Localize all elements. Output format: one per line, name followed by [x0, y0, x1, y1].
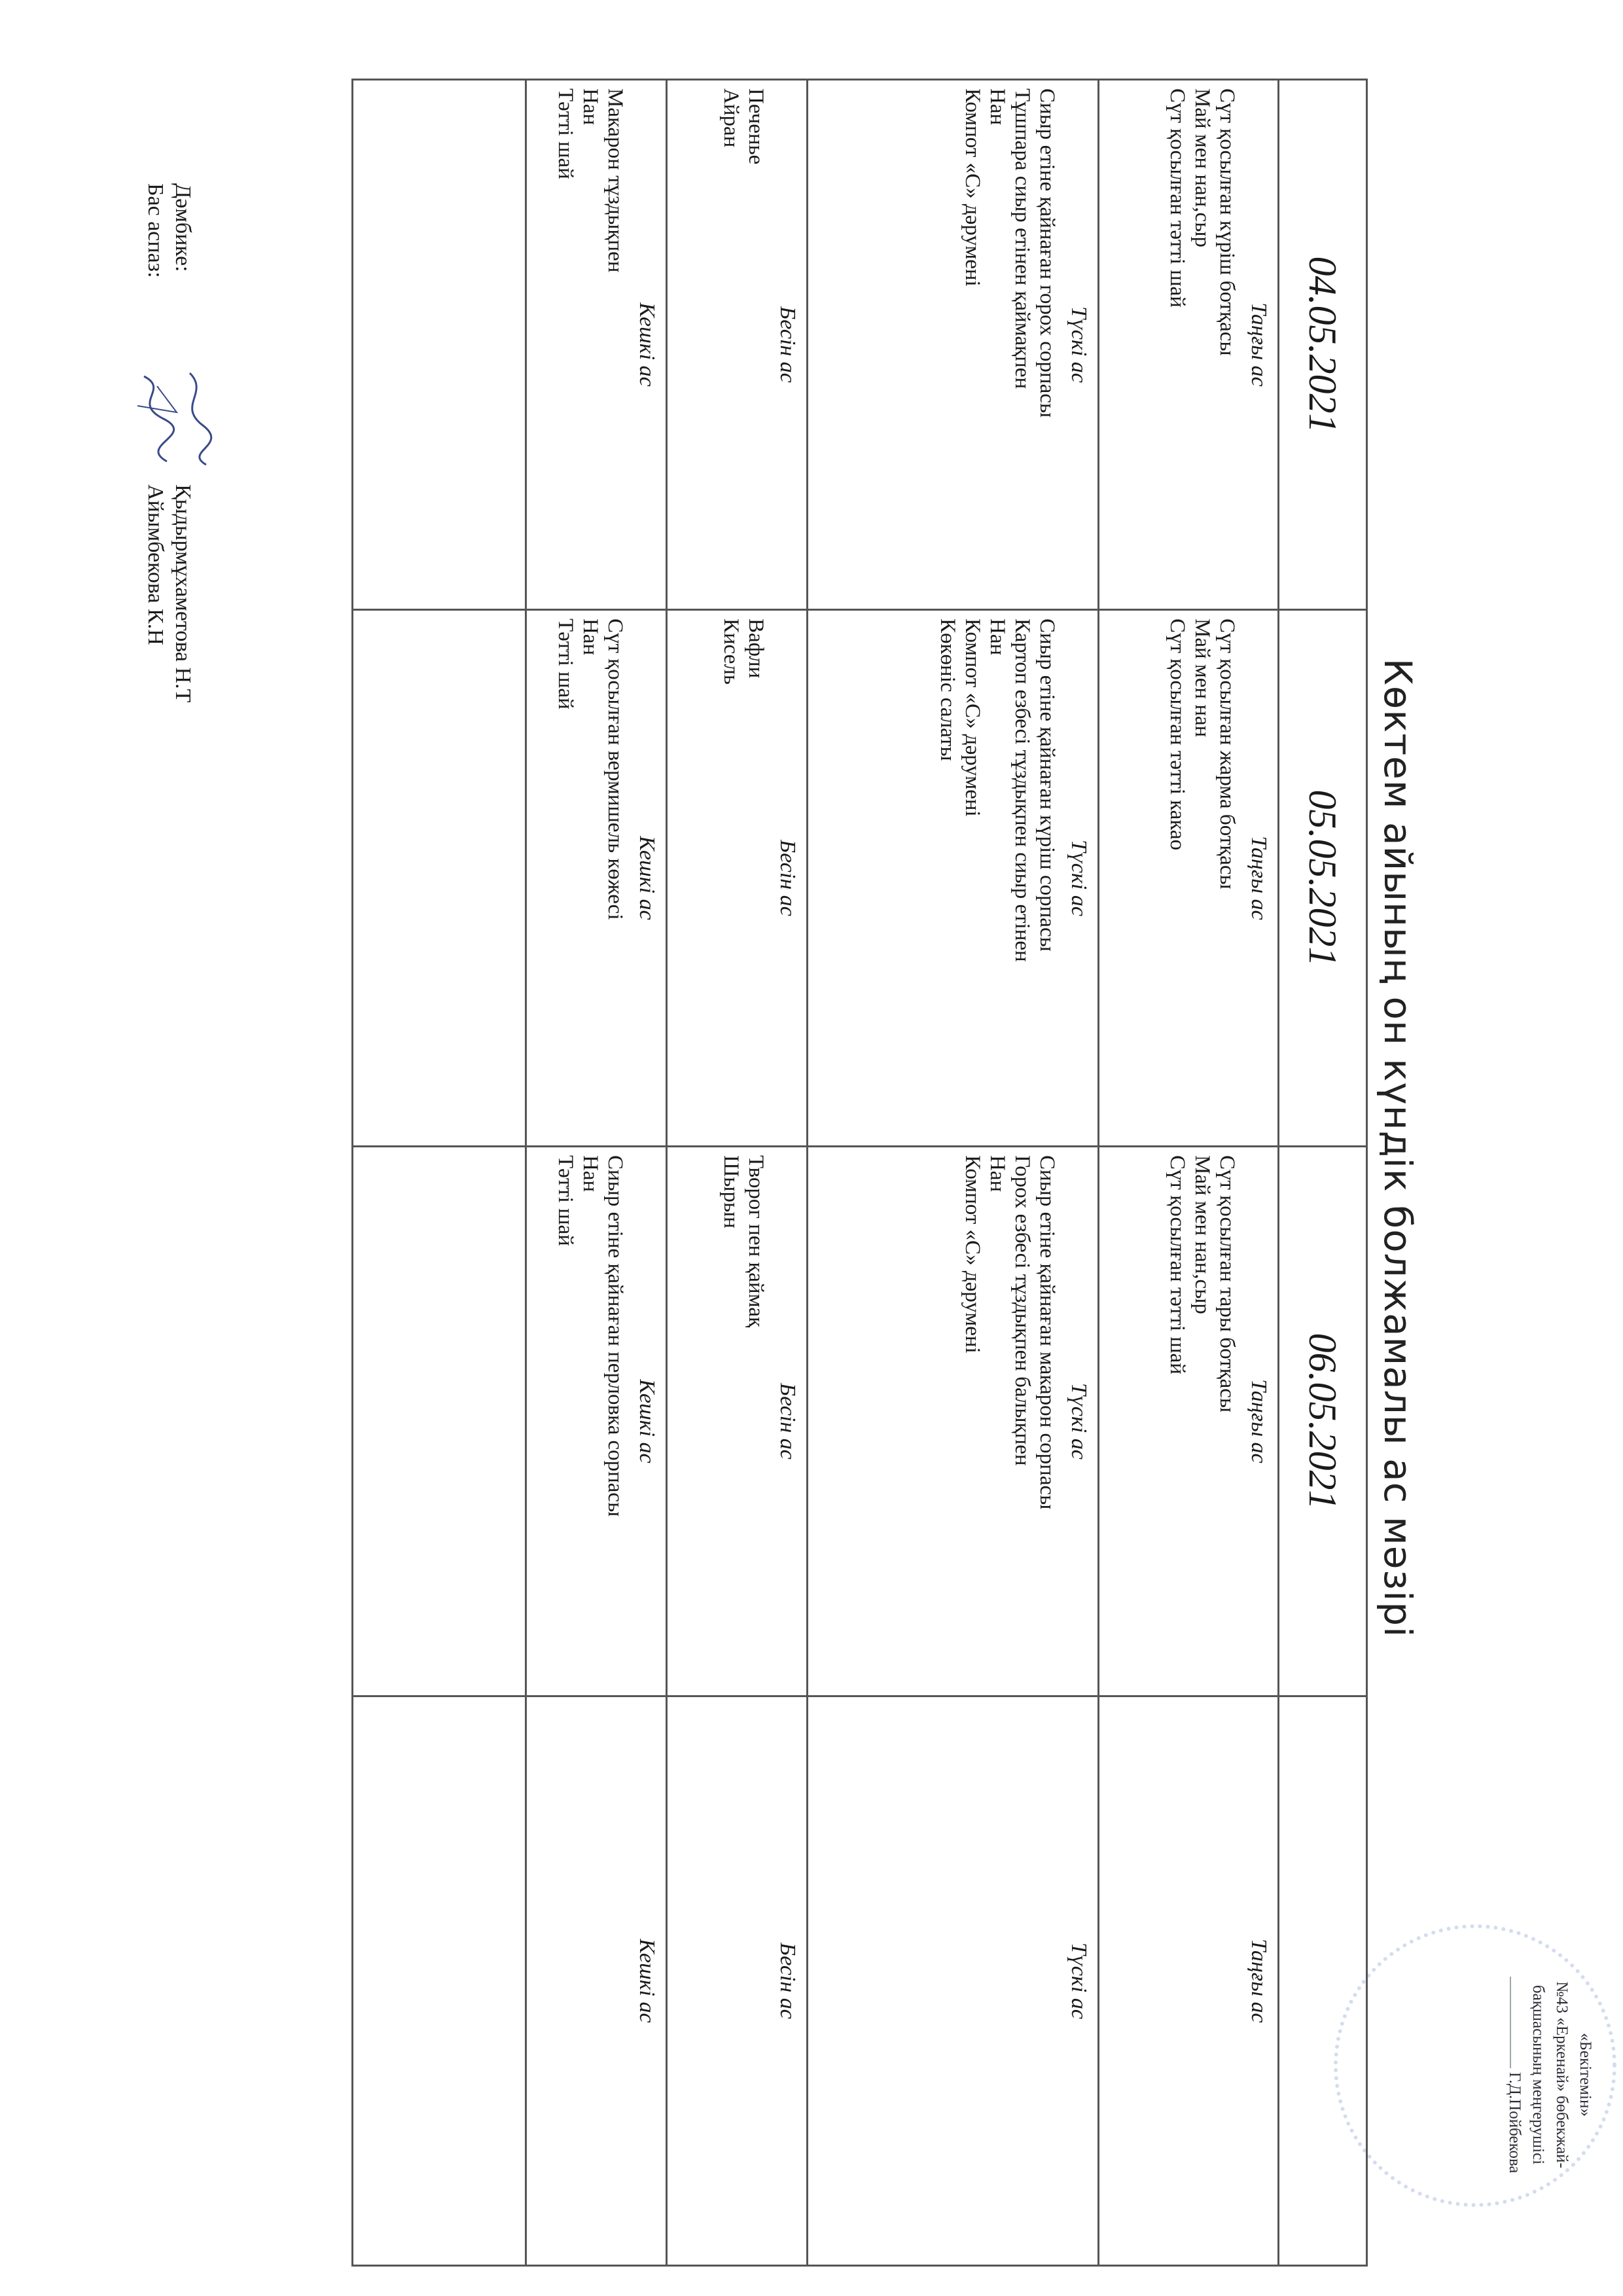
dish-item: Вафли [744, 619, 768, 679]
dish-item: Айран [719, 88, 743, 148]
snack-label: Бесін ас [776, 1383, 800, 1460]
dish-item: Горох езбесі тұздықпен балықпен [1010, 1155, 1034, 1466]
dinner-label: Кешкі ас [635, 1379, 659, 1463]
dish-item: Творог пен қаймақ [744, 1155, 768, 1328]
dish-item: Печенье [744, 88, 768, 165]
lunch-cell-3 [808, 1147, 1099, 1696]
menu-table [351, 79, 1368, 2267]
snack-label: Бесін ас [776, 306, 800, 383]
dish-item: Сиыр етіне қайнаған перловка сорпасы [603, 1155, 627, 1517]
dinner-label: Кешкі ас [635, 1939, 659, 2023]
dinner-row [526, 80, 667, 2266]
dish-item: Сиыр етіне қайнаған горох сорпасы [1035, 88, 1059, 418]
dish-item: Нан [579, 1155, 602, 1193]
dish-item: Сүт қосылған тәтті шай [1166, 1155, 1189, 1374]
dish-item: Сүт қосылған тәтті какао [1166, 619, 1189, 851]
snack-cell-3 [667, 1147, 808, 1696]
dish-item: Тәтті шай [554, 619, 577, 709]
date-header-row [1279, 80, 1367, 2266]
lunch-label: Түскі ас [1067, 306, 1091, 383]
footer-names [141, 484, 196, 877]
dinner-cell-4 [526, 1696, 667, 2266]
approval-block [1503, 1918, 1597, 2232]
dish-item: Сүт қосылған тары ботқасы [1215, 1155, 1239, 1413]
role-dambike: Дәмбике: [171, 183, 195, 272]
breakfast-label: Таңғы ас [1247, 836, 1271, 920]
dinner-cell-2 [526, 610, 667, 1147]
dish-item: Нан [579, 619, 602, 656]
lunch-label: Түскі ас [1067, 840, 1091, 916]
snack-cell-1 [667, 80, 808, 610]
approval-name: Г.Д.Пойбекова [1506, 2072, 1524, 2174]
signature-line [1510, 1977, 1511, 2068]
date-header-1: 04.05.2021 [1279, 80, 1367, 610]
dish-item: Макарон тұздықпен [603, 88, 627, 273]
breakfast-cell-1 [1099, 80, 1279, 610]
lunch-label: Түскі ас [1067, 1383, 1091, 1460]
empty-cell [353, 1147, 526, 1696]
date-header-4 [1279, 1696, 1367, 2266]
footer-roles [141, 183, 196, 380]
date-header-3: 06.05.2021 [1279, 1147, 1367, 1696]
breakfast-cell-4 [1099, 1696, 1279, 2266]
lunch-cell-1 [808, 80, 1099, 610]
dish-item: Нан [986, 1155, 1009, 1193]
dish-item: Компот «С» дәрумені [961, 88, 984, 287]
page-title: Көктем айының он күндік болжамалы ас мәзірі [1376, 658, 1420, 1638]
handwritten-signature [124, 367, 216, 471]
name-head-cook: Айымбекова К.Н [143, 484, 168, 645]
lunch-cell-2 [808, 610, 1099, 1147]
approval-line-1: «Бекітемін» [1577, 2033, 1594, 2117]
snack-label: Бесін ас [776, 1943, 800, 2019]
lunch-label: Түскі ас [1067, 1943, 1091, 2019]
dish-item: Тұшпара сиыр етінен қаймақпен [1010, 88, 1034, 389]
breakfast-cell-2 [1099, 610, 1279, 1147]
dish-item: Май мен нан,сыр [1190, 88, 1214, 247]
dish-item: Нан [579, 88, 602, 126]
dish-item: Сүт қосылған күріш ботқасы [1215, 88, 1239, 356]
breakfast-cell-3 [1099, 1147, 1279, 1696]
date-header-2: 05.05.2021 [1279, 610, 1367, 1147]
dish-item: Тәтті шай [554, 1155, 577, 1246]
dish-item: Сүт қосылған вермишель көжесі [603, 619, 627, 920]
dinner-label: Кешкі ас [635, 836, 659, 920]
breakfast-row [1099, 80, 1279, 2266]
dish-item: Сүт қосылған тәтті шай [1166, 88, 1189, 308]
dish-item: Кисель [719, 619, 743, 685]
dish-item: Тәтті шай [554, 88, 577, 179]
snack-cell-2 [667, 610, 808, 1147]
name-dambike: Қыдырмұхаметова Н.Т [171, 484, 195, 703]
snack-cell-4 [667, 1696, 808, 2266]
snack-label: Бесін ас [776, 840, 800, 916]
empty-cell [353, 610, 526, 1147]
dish-item: Май мен нан,сыр [1190, 1155, 1214, 1314]
lunch-row [808, 80, 1099, 2266]
approval-name-line [1503, 1918, 1526, 2232]
role-head-cook: Бас аспаз: [143, 183, 168, 278]
dish-item: Картоп езбесі тұздықпен сиыр етінен [1010, 619, 1034, 962]
dinner-cell-3 [526, 1147, 667, 1696]
dish-item: Шырын [719, 1155, 743, 1229]
dish-item: Компот «С» дәрумені [961, 1155, 984, 1354]
breakfast-label: Таңғы ас [1247, 1379, 1271, 1463]
approval-line-3: бақшасының меңгерушісі [1529, 1984, 1547, 2165]
empty-row [353, 80, 526, 2266]
breakfast-label: Таңғы ас [1247, 1939, 1271, 2023]
dinner-cell-1 [526, 80, 667, 610]
dish-item: Компот «С» дәрумені [961, 619, 984, 817]
dish-item: Сүт қосылған жарма ботқасы [1215, 619, 1239, 889]
snack-row [667, 80, 808, 2266]
breakfast-label: Таңғы ас [1247, 302, 1271, 387]
dish-item: Нан [986, 88, 1009, 126]
lunch-cell-4 [808, 1696, 1099, 2266]
empty-cell [353, 1696, 526, 2266]
dinner-label: Кешкі ас [635, 302, 659, 387]
dish-item: Сиыр етіне қайнаған макарон сорпасы [1035, 1155, 1059, 1510]
dish-item: Көкөніс салаты [936, 619, 959, 761]
dish-item: Май мен нан [1190, 619, 1214, 738]
approval-line-2: №43 «Еркенай» бөбекжай- [1553, 1981, 1571, 2168]
dish-item: Сиыр етіне қайнаған күріш сорпасы [1035, 619, 1059, 952]
empty-cell [353, 80, 526, 610]
dish-item: Нан [986, 619, 1009, 656]
